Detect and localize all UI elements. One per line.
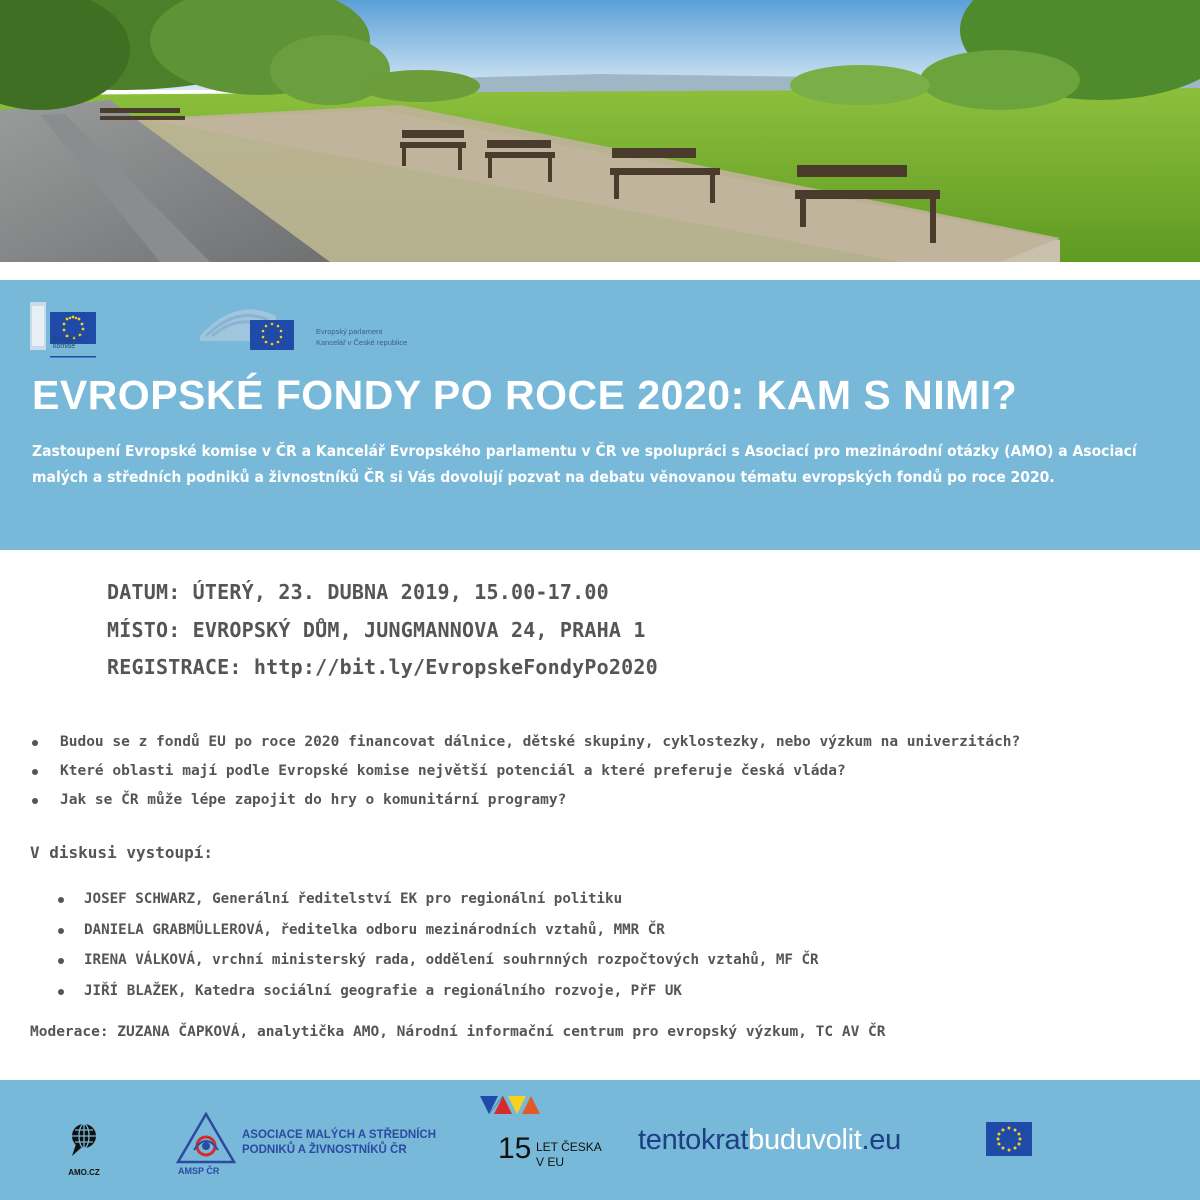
eu-flag-icon: [986, 1122, 1032, 1156]
cz15-number: 15: [498, 1132, 532, 1165]
bullet-icon: [58, 897, 64, 903]
park-benches-illustration: [0, 0, 1200, 262]
question-list: [28, 728, 1020, 815]
event-place: MÍSTO: EVROPSKÝ DŮM, JUNGMANNOVA 24, PRAHA 1: [107, 617, 646, 642]
amsp-short: AMSP ČR: [178, 1166, 220, 1176]
speaker-list: [54, 884, 819, 1006]
tentokrat-buduvolit-link[interactable]: tentokratbuduvolit.eu: [638, 1124, 901, 1156]
bullet-icon: [32, 798, 38, 804]
amo-label: AMO.CZ: [68, 1168, 100, 1177]
czech-eu-15-logo: [476, 1092, 616, 1182]
ec-caption: Evropská komise: [53, 336, 83, 350]
amsp-name: ASOCIACE MALÝCH A STŘEDNÍCH PODNIKŮ A ŽIVNOSTNÍKŮ ČR: [242, 1129, 437, 1156]
european-commission-logo: [28, 298, 100, 360]
moderation-line: Moderace: ZUZANA ČAPKOVÁ, analytička AMO, Národní informační centrum pro evropský výzkum, TC AV ČR: [30, 1024, 886, 1040]
amo-logo: [64, 1106, 104, 1176]
amo-globe-icon: [64, 1106, 104, 1166]
amsp-triangle-icon: [174, 1110, 238, 1170]
bullet-icon: [58, 928, 64, 934]
bullet-icon: [32, 740, 38, 746]
list-item: Jak se ČR může lépe zapojit do hry o komunitární programy?: [28, 786, 1020, 815]
ep-caption: Evropský parlament Kancelář v České republice: [316, 327, 408, 347]
footer-logos: [0, 1080, 1200, 1200]
event-date: DATUM: ÚTERÝ, 23. DUBNA 2019, 15.00-17.00: [107, 580, 609, 604]
hero-divider: [0, 262, 1200, 280]
hero-photo: [0, 0, 1200, 262]
list-item: JIŘÍ BLAŽEK, Katedra sociální geografie a regionálního rozvoje, PřF UK: [54, 976, 819, 1007]
czech-eu-triangles-icon: [476, 1092, 546, 1132]
page-title: EVROPSKÉ FONDY PO ROCE 2020: KAM S NIMI?: [32, 372, 1018, 418]
list-item: IRENA VÁLKOVÁ, vrchní ministerský rada, oddělení souhrnných rozpočtových vztahů, MF ČR: [54, 945, 819, 976]
header-banner: [0, 280, 1200, 550]
event-details: [107, 574, 658, 687]
cz15-text: LET ČESKA V EU: [536, 1140, 602, 1169]
amsp-logo: [174, 1110, 474, 1190]
event-registration-link[interactable]: REGISTRACE: http://bit.ly/EvropskeFondyPo2020: [107, 655, 658, 679]
list-item: Které oblasti mají podle Evropské komise největší potenciál a které preferuje česká vláda?: [28, 757, 1020, 786]
bullet-icon: [32, 769, 38, 775]
bullet-icon: [58, 989, 64, 995]
bullet-icon: [58, 958, 64, 964]
european-parliament-logo: [196, 296, 416, 356]
list-item: Budou se z fondů EU po roce 2020 financovat dálnice, dětské skupiny, cyklostezky, nebo výzkum na univerzitách?: [28, 728, 1020, 757]
intro-paragraph: Zastoupení Evropské komise v ČR a Kancelář Evropského parlamentu v ČR ve spolupráci s Asociací pro mezinárodní otázky (AMO) a Asociací malých a středních podniků a živnostníků ČR si Vás dovolují pozvat na debatu věnovanou tématu evropských fondů po roce 2020.: [32, 442, 1137, 486]
list-item: DANIELA GRABMÜLLEROVÁ, ředitelka odboru mezinárodních vztahů, MMR ČR: [54, 915, 819, 946]
list-item: JOSEF SCHWARZ, Generální ředitelství EK pro regionální politiku: [54, 884, 819, 915]
speakers-heading: V diskusi vystoupí:: [30, 843, 214, 862]
